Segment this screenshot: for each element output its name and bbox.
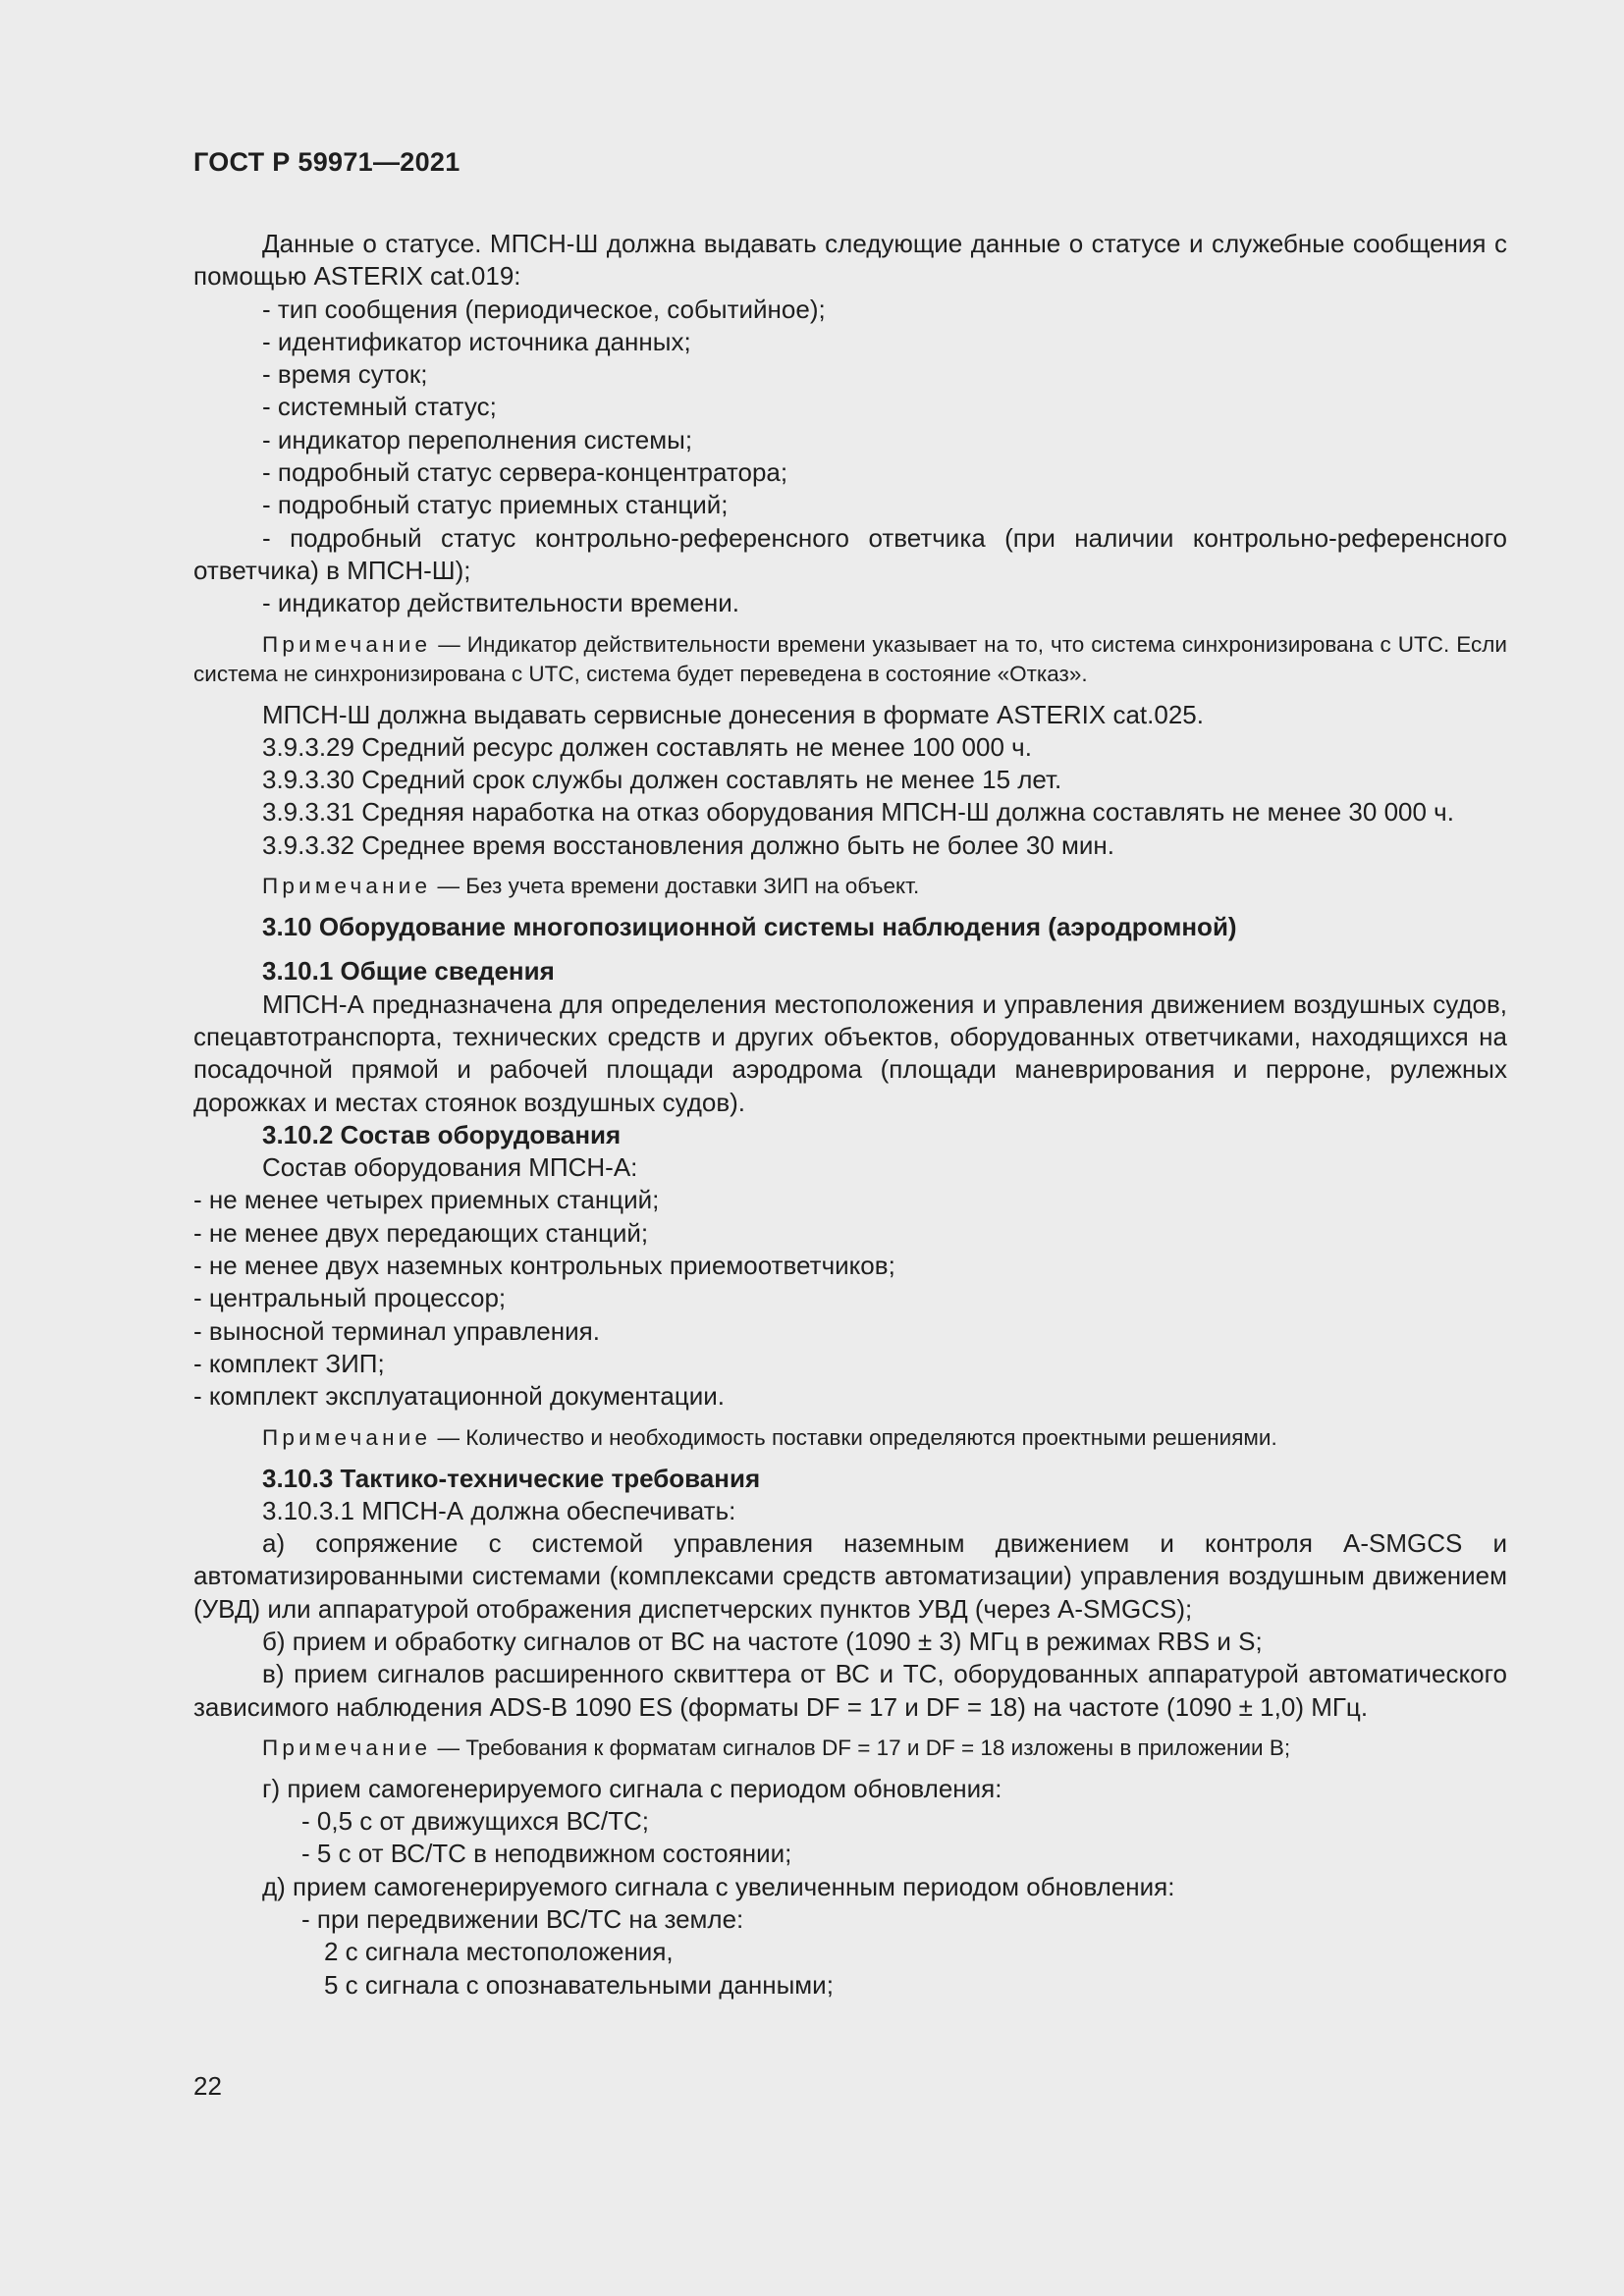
note (193, 1423, 1507, 1453)
page-number: 22 (193, 2071, 222, 2101)
note-label: Примечание (262, 1424, 432, 1450)
list-item: - идентификатор источника данных; (262, 326, 691, 356)
subsection-heading: 3.10.1 Общие сведения (262, 956, 555, 987)
list-item: - не менее четырех приемных станций; (193, 1185, 660, 1215)
paragraph: Состав оборудования МПСН-А: (262, 1152, 638, 1183)
subsection-heading: 3.10.2 Состав оборудования (262, 1119, 622, 1149)
note-text: — Требования к форматам сигналов DF = 17 и DF = 18 изложены в приложении В; (431, 1735, 1291, 1760)
list-item: - не менее двух наземных контрольных приемоответчиков; (193, 1251, 895, 1281)
status-list (193, 294, 1507, 620)
requirement-g: г) прием самогенерируемого сигнала с периодом обновления: (262, 1773, 1002, 1803)
clause: 3.9.3.29 Средний ресурс должен составлять не менее 100 000 ч. (262, 731, 1032, 762)
list-item: - 0,5 с от движущихся ВС/ТС; (301, 1806, 649, 1837)
list-item: - подробный статус сервера-концентратора; (262, 457, 788, 488)
note (193, 1734, 1507, 1763)
list-item: - центральный процессор; (193, 1283, 507, 1313)
sub-item: 2 с сигнала местоположения, (324, 1937, 674, 1967)
clause: 3.9.3.32 Среднее время восстановления должно быть не более 30 мин. (262, 829, 1114, 860)
clause: 3.9.3.30 Средний срок службы должен составлять не менее 15 лет. (262, 765, 1062, 795)
list-item: - подробный статус контрольно-референсного ответчика (при наличии контрольно-референсного ответчика) в МПСН-Ш); (193, 522, 1507, 585)
equipment-list (193, 1184, 1507, 1413)
note-text: — Индикатор действительности времени указывает на то, что система синхронизирована с UTC. Если система не синхронизирована с UTC, система будет переведена в состояние «Отказ». (193, 631, 1507, 686)
sub-item: 5 с сигнала с опознавательными данными; (324, 1969, 834, 2000)
list-item: - системный статус; (262, 392, 497, 422)
clause: 3.9.3.31 Средняя наработка на отказ оборудования МПСН-Ш должна составлять не менее 30 000 ч. (262, 797, 1454, 828)
note-text: — Количество и необходимость поставки определяются проектными решениями. (431, 1424, 1277, 1450)
section-heading: 3.10 Оборудование многопозиционной системы наблюдения (аэродромной) (262, 912, 1237, 942)
note-label: Примечание (262, 874, 432, 899)
list-item: - время суток; (262, 359, 428, 390)
status-intro: Данные о статусе. МПСН-Ш должна выдавать следующие данные о статусе и служебные сообщения с помощью ASTERIX cat.019: (193, 229, 1507, 292)
note-label: Примечание (262, 631, 432, 657)
paragraph: МПСН-А предназначена для определения местоположения и управления движением воздушных судов, спецавтотранспорта, технических средств и других объектов, оборудованных ответчиками, находящихся на посадочной прямой и рабочей площади аэродрома (площади маневрирования и перроне, рулежных дорожках и местах стоянок воздушных судов). (193, 988, 1507, 1117)
list-item: - индикатор переполнения системы; (262, 424, 693, 454)
list-item: - комплект эксплуатационной документации. (193, 1381, 725, 1412)
note (193, 630, 1507, 689)
list-item: - не менее двух передающих станций; (193, 1217, 649, 1248)
note-label: Примечание (262, 1735, 432, 1760)
requirement-v: в) прием сигналов расширенного сквиттера от ВС и ТС, оборудованных аппаратурой автоматического зависимого наблюдения ADS-B 1090 ES (форматы DF = 17 и DF = 18) на частоте (1090 ± 1,0) МГц. (193, 1659, 1507, 1722)
list-item: - при передвижении ВС/ТС на земле: (301, 1904, 744, 1935)
document-body (193, 228, 1507, 2002)
list-item: - тип сообщения (периодическое, событийное); (262, 294, 826, 324)
requirement-b: б) прием и обработку сигналов от ВС на частоте (1090 ± 3) МГц в режимах RBS и S; (262, 1626, 1263, 1656)
list-item: - 5 с от ВС/ТС в неподвижном состоянии; (301, 1839, 792, 1869)
requirement-a: а) сопряжение с системой управления наземным движением и контроля A-SMGCS и автоматизированными системами (комплексами средств автоматизации) управления воздушным движением (УВД) или аппаратурой отображения диспетчерских пунктов УВД (через A-SMGCS); (193, 1528, 1507, 1624)
clause: 3.10.3.1 МПСН-А должна обеспечивать: (262, 1495, 736, 1525)
list-item: - комплект ЗИП; (193, 1348, 385, 1378)
list-item: - индикатор действительности времени. (262, 588, 740, 618)
requirement-d: д) прием самогенерируемого сигнала с увеличенным периодом обновления: (262, 1871, 1175, 1901)
list-item: - выносной терминал управления. (193, 1315, 600, 1346)
subsection-heading: 3.10.3 Тактико-технические требования (262, 1463, 761, 1493)
list-item: - подробный статус приемных станций; (262, 490, 729, 520)
note-text: — Без учета времени доставки ЗИП на объект. (431, 874, 920, 899)
service-line: МПСН-Ш должна выдавать сервисные донесения в формате ASTERIX cat.025. (262, 699, 1204, 729)
note (193, 872, 1507, 901)
document-header: ГОСТ Р 59971—2021 (193, 147, 460, 177)
